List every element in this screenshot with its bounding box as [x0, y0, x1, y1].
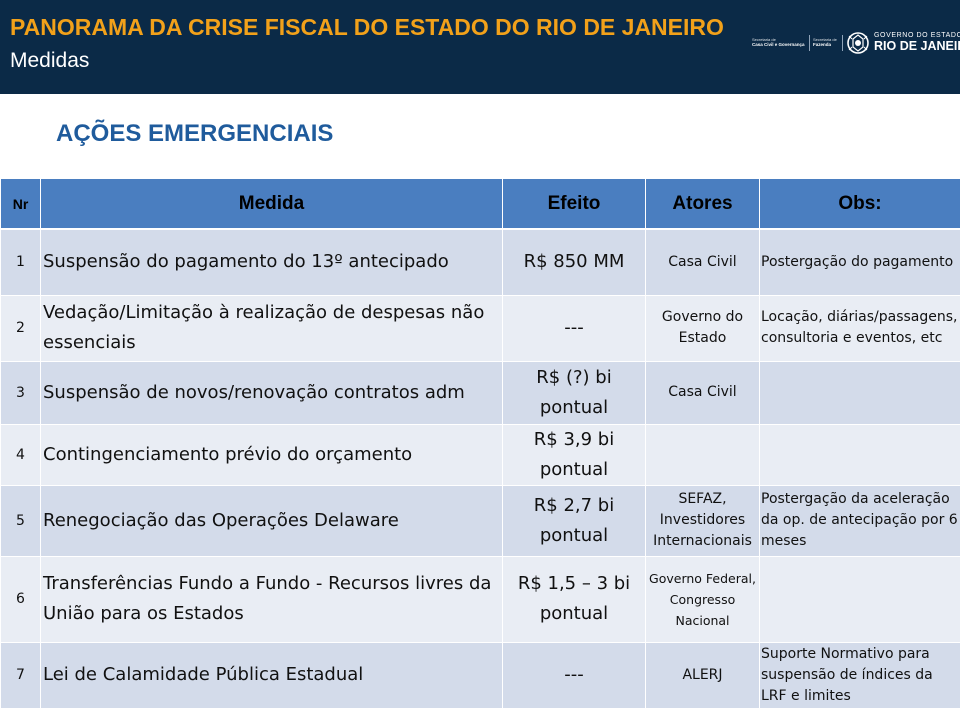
cell-nr: 4: [1, 424, 41, 485]
cell-obs: Postergação do pagamento: [760, 229, 961, 295]
cell-atores: Governo Federal, Congresso Nacional: [646, 556, 760, 642]
cell-nr: 3: [1, 361, 41, 424]
cell-efeito: ---: [503, 295, 646, 361]
page-title: PANORAMA DA CRISE FISCAL DO ESTADO DO RIO DE JANEIRO: [10, 14, 724, 40]
cell-obs: Postergação da aceleração da op. de antecipação por 6 meses: [760, 485, 961, 556]
cell-medida: Suspensão de novos/renovação contratos adm: [41, 361, 503, 424]
governo-logo: GOVERNO DO ESTADO RIO DE JANEIRO: [874, 32, 976, 53]
cell-atores: [646, 424, 760, 485]
cell-medida: Suspensão do pagamento do 13º antecipado: [41, 229, 503, 295]
cell-obs: [760, 556, 961, 642]
cell-efeito: R$ 3,9 bi pontual: [503, 424, 646, 485]
cell-efeito: R$ 1,5 – 3 bi pontual: [503, 556, 646, 642]
table-row: [1, 556, 961, 642]
cell-atores: Governo do Estado: [646, 295, 760, 361]
table-header-row: [1, 179, 961, 230]
table-row: [1, 424, 961, 485]
cell-nr: 6: [1, 556, 41, 642]
cell-obs: [760, 361, 961, 424]
cell-atores: Casa Civil: [646, 361, 760, 424]
cell-efeito: R$ (?) bi pontual: [503, 361, 646, 424]
cell-obs: Locação, diárias/passagens, consultoria e eventos, etc: [760, 295, 961, 361]
section-title: AÇÕES EMERGENCIAIS: [56, 120, 334, 147]
cell-nr: 2: [1, 295, 41, 361]
table-row: [1, 642, 961, 708]
cell-nr: 1: [1, 229, 41, 295]
fazenda-logo: Secretaria de Fazenda: [813, 37, 837, 47]
cell-efeito: R$ 2,7 bi pontual: [503, 485, 646, 556]
cell-atores: Casa Civil: [646, 229, 760, 295]
table-row: [1, 295, 961, 361]
cell-medida: Contingenciamento prévio do orçamento: [41, 424, 503, 485]
cell-efeito: R$ 850 MM: [503, 229, 646, 295]
column-header-medida: Medida: [41, 179, 503, 230]
cell-atores: SEFAZ, Investidores Internacionais: [646, 485, 760, 556]
column-header-nr: Nr: [1, 179, 41, 230]
casa-civil-logo: Secretaria de Casa Civil e Governança: [752, 37, 805, 47]
title-bar: [0, 0, 976, 94]
cell-nr: 7: [1, 642, 41, 708]
cell-medida: Renegociação das Operações Delaware: [41, 485, 503, 556]
cell-nr: 5: [1, 485, 41, 556]
page-subtitle: Medidas: [10, 49, 90, 72]
table-row: [1, 229, 961, 295]
column-header-efeito: Efeito: [503, 179, 646, 230]
cell-obs: Suporte Normativo para suspensão de índices da LRF e limites: [760, 642, 961, 708]
state-seal-icon: [846, 30, 870, 56]
logo-divider: [809, 35, 810, 51]
column-header-atores: Atores: [646, 179, 760, 230]
column-header-obs: Obs:: [760, 179, 961, 230]
measures-table: [0, 178, 961, 709]
cell-medida: Transferências Fundo a Fundo - Recursos livres da União para os Estados: [41, 556, 503, 642]
logo-divider: [842, 35, 843, 51]
government-logos: [752, 27, 976, 59]
cell-medida: Vedação/Limitação à realização de despesas não essenciais: [41, 295, 503, 361]
cell-obs: [760, 424, 961, 485]
cell-medida: Lei de Calamidade Pública Estadual: [41, 642, 503, 708]
table-row: [1, 361, 961, 424]
cell-atores: ALERJ: [646, 642, 760, 708]
cell-efeito: ---: [503, 642, 646, 708]
table-row: [1, 485, 961, 556]
